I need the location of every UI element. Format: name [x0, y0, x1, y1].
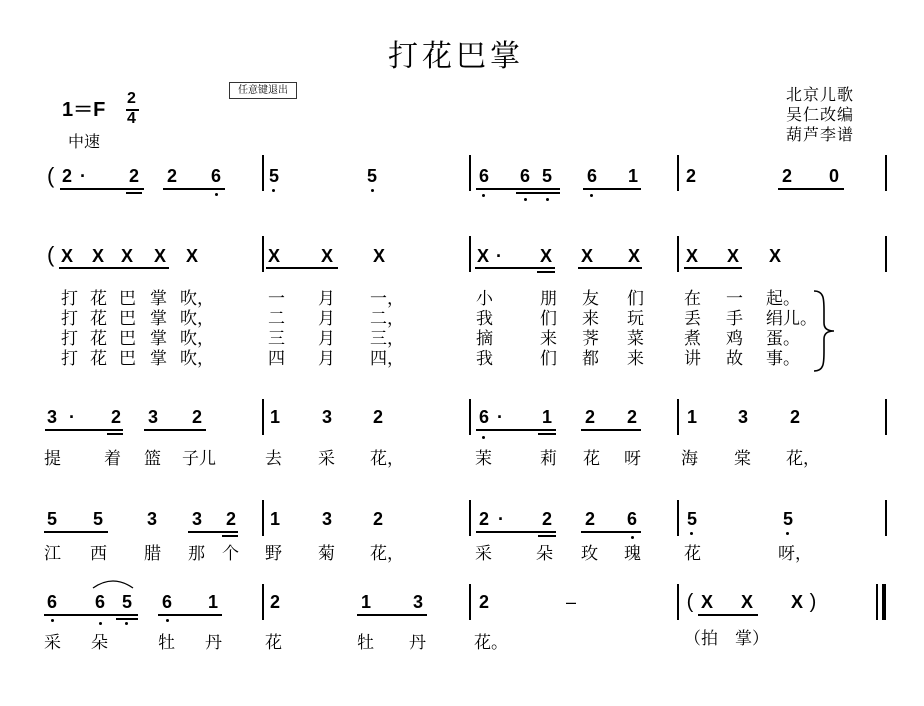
lyric-char: 野 [265, 544, 282, 564]
lyric-char: 三 [268, 329, 285, 349]
lyric-char: 二， [370, 309, 404, 329]
note: 2 [166, 166, 177, 186]
barline [262, 399, 264, 435]
lyric-char: 我 [476, 349, 493, 369]
lyric-char: 花。 [474, 633, 508, 653]
lyric-char: 丹 [409, 633, 426, 653]
lyric-char: 月 [318, 349, 335, 369]
barline [262, 155, 264, 191]
note: 2 [541, 509, 552, 529]
octave-dot [524, 198, 527, 201]
lyric-char: 丹 [205, 633, 222, 653]
note: 2 [626, 407, 637, 427]
rhythm-x: X [685, 246, 698, 266]
note: 1 [207, 592, 218, 612]
barline [885, 155, 887, 191]
lyric-char: 吹， [180, 309, 214, 329]
beam-underline [516, 192, 560, 194]
lyric-char: 采 [44, 633, 61, 653]
octave-dot [166, 619, 169, 622]
lyric-char: 事。 [766, 349, 800, 369]
barline [469, 399, 471, 435]
beam-underline [158, 614, 222, 616]
barline [469, 500, 471, 536]
note: 2 [269, 592, 280, 612]
octave-dot [272, 189, 275, 192]
lyric-char: 巴 [119, 289, 136, 309]
lyric-char: 掌 [150, 289, 167, 309]
note: 5 [686, 509, 697, 529]
lyric-char: 四 [268, 349, 285, 369]
lyric-char: 呀， [778, 544, 812, 564]
note: 0 [828, 166, 839, 186]
note: 2 [128, 166, 139, 186]
octave-dot [482, 436, 485, 439]
note: 2 [110, 407, 121, 427]
rhythm-x: X [740, 592, 753, 612]
lyric-char: 巴 [119, 329, 136, 349]
octave-dot [786, 532, 789, 535]
lyric-char: 打 [61, 349, 78, 369]
beam-underline [60, 188, 144, 190]
note: 5 [46, 509, 57, 529]
barline [262, 584, 264, 620]
lyric-char: 打 [61, 289, 78, 309]
final-barline-thick [882, 584, 886, 620]
lyric-char: 着 [104, 449, 121, 469]
beam-underline [537, 271, 555, 273]
lyric-char: 故 [726, 349, 743, 369]
lyric-char: 朵 [536, 544, 553, 564]
beam-underline [698, 614, 758, 616]
rhythm-x: X [372, 246, 385, 266]
lyric-char: 海 [681, 449, 698, 469]
beam-underline [163, 188, 225, 190]
lyric-char: 花 [684, 544, 701, 564]
beam-underline [45, 429, 123, 431]
beam-underline [581, 429, 641, 431]
lyric-char: 鸡 [726, 329, 743, 349]
lyric-char: 巴 [119, 349, 136, 369]
lyric-char: 腊 [144, 544, 161, 564]
note: 3 [147, 407, 158, 427]
beam-underline [538, 433, 556, 435]
lyric-char: 们 [540, 349, 557, 369]
note: 1 [541, 407, 552, 427]
lyric-char: 朵 [91, 633, 108, 653]
lyric-char: 蛋。 [766, 329, 800, 349]
octave-dot [690, 532, 693, 535]
lyric-char: 采 [318, 449, 335, 469]
note: 6 [46, 592, 57, 612]
rhythm-x: X [580, 246, 593, 266]
lyric-char: 三， [370, 329, 404, 349]
barline [262, 500, 264, 536]
barline [885, 236, 887, 272]
lyric-char: 打 [61, 309, 78, 329]
lyric-char: 四， [370, 349, 404, 369]
note: 3 [46, 407, 57, 427]
beam-underline [581, 531, 641, 533]
lyric-char: 一， [370, 289, 404, 309]
note: 1 [269, 407, 280, 427]
exit-button[interactable]: 任意键退出 [229, 82, 297, 99]
time-sig-top: 2 [127, 90, 136, 107]
lyric-char: 花 [90, 289, 107, 309]
barline [677, 399, 679, 435]
credit-origin: 北京儿歌 [786, 85, 855, 104]
note: 2 [584, 407, 595, 427]
lyric-char: 来 [582, 309, 599, 329]
song-title: 打花巴掌 [388, 39, 524, 74]
lyric-char: 朋 [540, 289, 557, 309]
note: 3 [191, 509, 202, 529]
rhythm-x: X [539, 246, 552, 266]
octave-dot [215, 193, 218, 196]
rhythm-x: X [726, 246, 739, 266]
lyric-char: 在 [684, 289, 701, 309]
rhythm-x: X [790, 592, 803, 612]
note: 6 [586, 166, 597, 186]
barline [677, 236, 679, 272]
slur-icon [91, 576, 135, 590]
barline [677, 500, 679, 536]
rhythm-x: X [476, 246, 489, 266]
intro-open-paren: ( [47, 163, 55, 188]
octave-dot [125, 622, 128, 625]
tempo-marking: 中速 [68, 132, 101, 151]
note: 2 [61, 166, 72, 186]
lyric-char: 起。 [766, 289, 800, 309]
note: 2 [781, 166, 792, 186]
beam-underline [126, 192, 142, 194]
lyric-char: 江 [44, 544, 61, 564]
barline [469, 155, 471, 191]
octave-dot [590, 194, 593, 197]
lyric-char: 小 [476, 289, 493, 309]
note: 5 [121, 592, 132, 612]
octave-dot [371, 189, 374, 192]
note: 1 [269, 509, 280, 529]
note: 6 [94, 592, 105, 612]
lyric-char: 个 [222, 544, 239, 564]
lyric-char: 吹， [180, 329, 214, 349]
lyric-char: 们 [540, 309, 557, 329]
credit-score: 葫芦李谱 [786, 125, 855, 144]
clap-instruction: （拍 掌） [684, 629, 769, 649]
lyric-char: 巴 [119, 309, 136, 329]
barline [469, 584, 471, 620]
note: 3 [321, 407, 332, 427]
note: 5 [541, 166, 552, 186]
beam-underline [684, 267, 742, 269]
beam-underline [476, 531, 556, 533]
note: 2 [372, 509, 383, 529]
beam-underline [188, 531, 238, 533]
lyric-char: 花 [90, 309, 107, 329]
note: 5 [268, 166, 279, 186]
lyric-char: 一 [268, 289, 285, 309]
lyric-char: 来 [540, 329, 557, 349]
beam-underline [222, 535, 238, 537]
note: 2 [478, 509, 489, 529]
lyric-char: 花， [370, 544, 404, 564]
barline [262, 236, 264, 272]
final-barline-thin [876, 584, 878, 620]
note-dot: · [69, 407, 75, 427]
lyric-char: 花 [90, 349, 107, 369]
octave-dot [51, 619, 54, 622]
beam-underline [476, 188, 560, 190]
octave-dot [546, 198, 549, 201]
lyric-char: 们 [627, 289, 644, 309]
lyric-char: 掌 [150, 309, 167, 329]
lyric-char: 煮 [684, 329, 701, 349]
barline [677, 155, 679, 191]
note: 5 [366, 166, 377, 186]
beam-underline [44, 531, 108, 533]
key-signature: 1＝F [62, 99, 106, 121]
lyric-char: 丢 [684, 309, 701, 329]
lyric-char: 牡 [357, 633, 374, 653]
beam-underline [59, 267, 169, 269]
lyric-char: 摘 [476, 329, 493, 349]
lyric-char: 花， [786, 449, 820, 469]
rhythm-x: X [91, 246, 104, 266]
lyric-char: 荠 [582, 329, 599, 349]
octave-dot [482, 194, 485, 197]
lyric-char: 手 [726, 309, 743, 329]
lyric-char: 花 [583, 449, 600, 469]
beam-underline [476, 429, 556, 431]
rhythm-x: X [185, 246, 198, 266]
note: 2 [191, 407, 202, 427]
rhythm-dot: · [496, 246, 502, 266]
note: 6 [519, 166, 530, 186]
lyric-char: 吹， [180, 349, 214, 369]
lyric-char: 掌 [150, 349, 167, 369]
note: 2 [789, 407, 800, 427]
note: 6 [478, 166, 489, 186]
lyric-char: 采 [475, 544, 492, 564]
time-sig-bottom: 4 [127, 110, 136, 127]
lyric-char: 茉 [475, 449, 492, 469]
note: 2 [478, 592, 489, 612]
lyric-char: 讲 [684, 349, 701, 369]
beam-underline [107, 433, 123, 435]
beam-underline [778, 188, 844, 190]
lyric-char: 提 [44, 449, 61, 469]
lyric-char: 呀 [624, 449, 641, 469]
note: 5 [782, 509, 793, 529]
beam-underline [475, 267, 555, 269]
rhythm-x: X [627, 246, 640, 266]
lyric-char: 瑰 [624, 544, 641, 564]
lyric-char: 吹， [180, 289, 214, 309]
lyric-char: 子儿 [182, 449, 216, 469]
lyric-char: 玩 [627, 309, 644, 329]
beam-underline [578, 267, 642, 269]
lyric-char: 莉 [540, 449, 557, 469]
lyric-char: 牡 [158, 633, 175, 653]
note-dot: · [498, 509, 504, 529]
lyric-char: 友 [582, 289, 599, 309]
rhythm-x: X [60, 246, 73, 266]
note: 2 [584, 509, 595, 529]
note: 3 [321, 509, 332, 529]
lyric-char: 来 [627, 349, 644, 369]
lyric-char: 掌 [150, 329, 167, 349]
beam-underline [357, 614, 427, 616]
note: 6 [626, 509, 637, 529]
barline [469, 236, 471, 272]
beam-underline [266, 267, 338, 269]
lyric-char: 月 [318, 289, 335, 309]
clap-open-paren: ( [686, 591, 694, 613]
beam-underline [116, 618, 138, 620]
clap-close-paren: ) [809, 591, 817, 613]
credit-arranger: 吴仁改编 [786, 105, 855, 124]
note: 3 [737, 407, 748, 427]
note: 6 [478, 407, 489, 427]
lyric-char: 花 [265, 633, 282, 653]
note: 1 [686, 407, 697, 427]
lyric-char: 月 [318, 309, 335, 329]
note: 3 [146, 509, 157, 529]
barline [885, 399, 887, 435]
lyric-char: 菜 [627, 329, 644, 349]
octave-dot [631, 536, 634, 539]
note: 2 [225, 509, 236, 529]
lyric-char: 西 [90, 544, 107, 564]
note: 6 [210, 166, 221, 186]
note-dot: · [80, 166, 86, 186]
lyric-char: 二 [268, 309, 285, 329]
beam-underline [583, 188, 641, 190]
lyric-char: 那 [188, 544, 205, 564]
octave-dot [99, 622, 102, 625]
barline [677, 584, 679, 620]
rhythm-x: X [768, 246, 781, 266]
lyric-char: 棠 [734, 449, 751, 469]
rhythm-open-paren: ( [47, 242, 55, 267]
note: 2 [685, 166, 696, 186]
lyric-char: 玫 [581, 544, 598, 564]
beam-underline [538, 535, 556, 537]
lyric-char: 去 [265, 449, 282, 469]
rhythm-x: X [320, 246, 333, 266]
lyric-char: 菊 [318, 544, 335, 564]
barline [885, 500, 887, 536]
beam-underline [144, 429, 206, 431]
note: 6 [161, 592, 172, 612]
lyric-char: 我 [476, 309, 493, 329]
note: 1 [627, 166, 638, 186]
note-dot: · [497, 407, 503, 427]
note-dash: – [565, 592, 576, 612]
lyric-char: 绢儿。 [766, 309, 817, 329]
lyric-char: 一 [726, 289, 743, 309]
note: 2 [372, 407, 383, 427]
lyric-char: 打 [61, 329, 78, 349]
lyric-char: 都 [582, 349, 599, 369]
note: 5 [92, 509, 103, 529]
beam-underline [44, 614, 138, 616]
lyric-char: 花 [90, 329, 107, 349]
lyric-char: 篮 [144, 449, 161, 469]
lyric-char: 花， [370, 449, 404, 469]
lyric-char: 月 [318, 329, 335, 349]
rhythm-x: X [700, 592, 713, 612]
rhythm-x: X [153, 246, 166, 266]
note: 3 [412, 592, 423, 612]
rhythm-x: X [267, 246, 280, 266]
verse-brace-icon [808, 289, 838, 373]
rhythm-x: X [120, 246, 133, 266]
note: 1 [360, 592, 371, 612]
